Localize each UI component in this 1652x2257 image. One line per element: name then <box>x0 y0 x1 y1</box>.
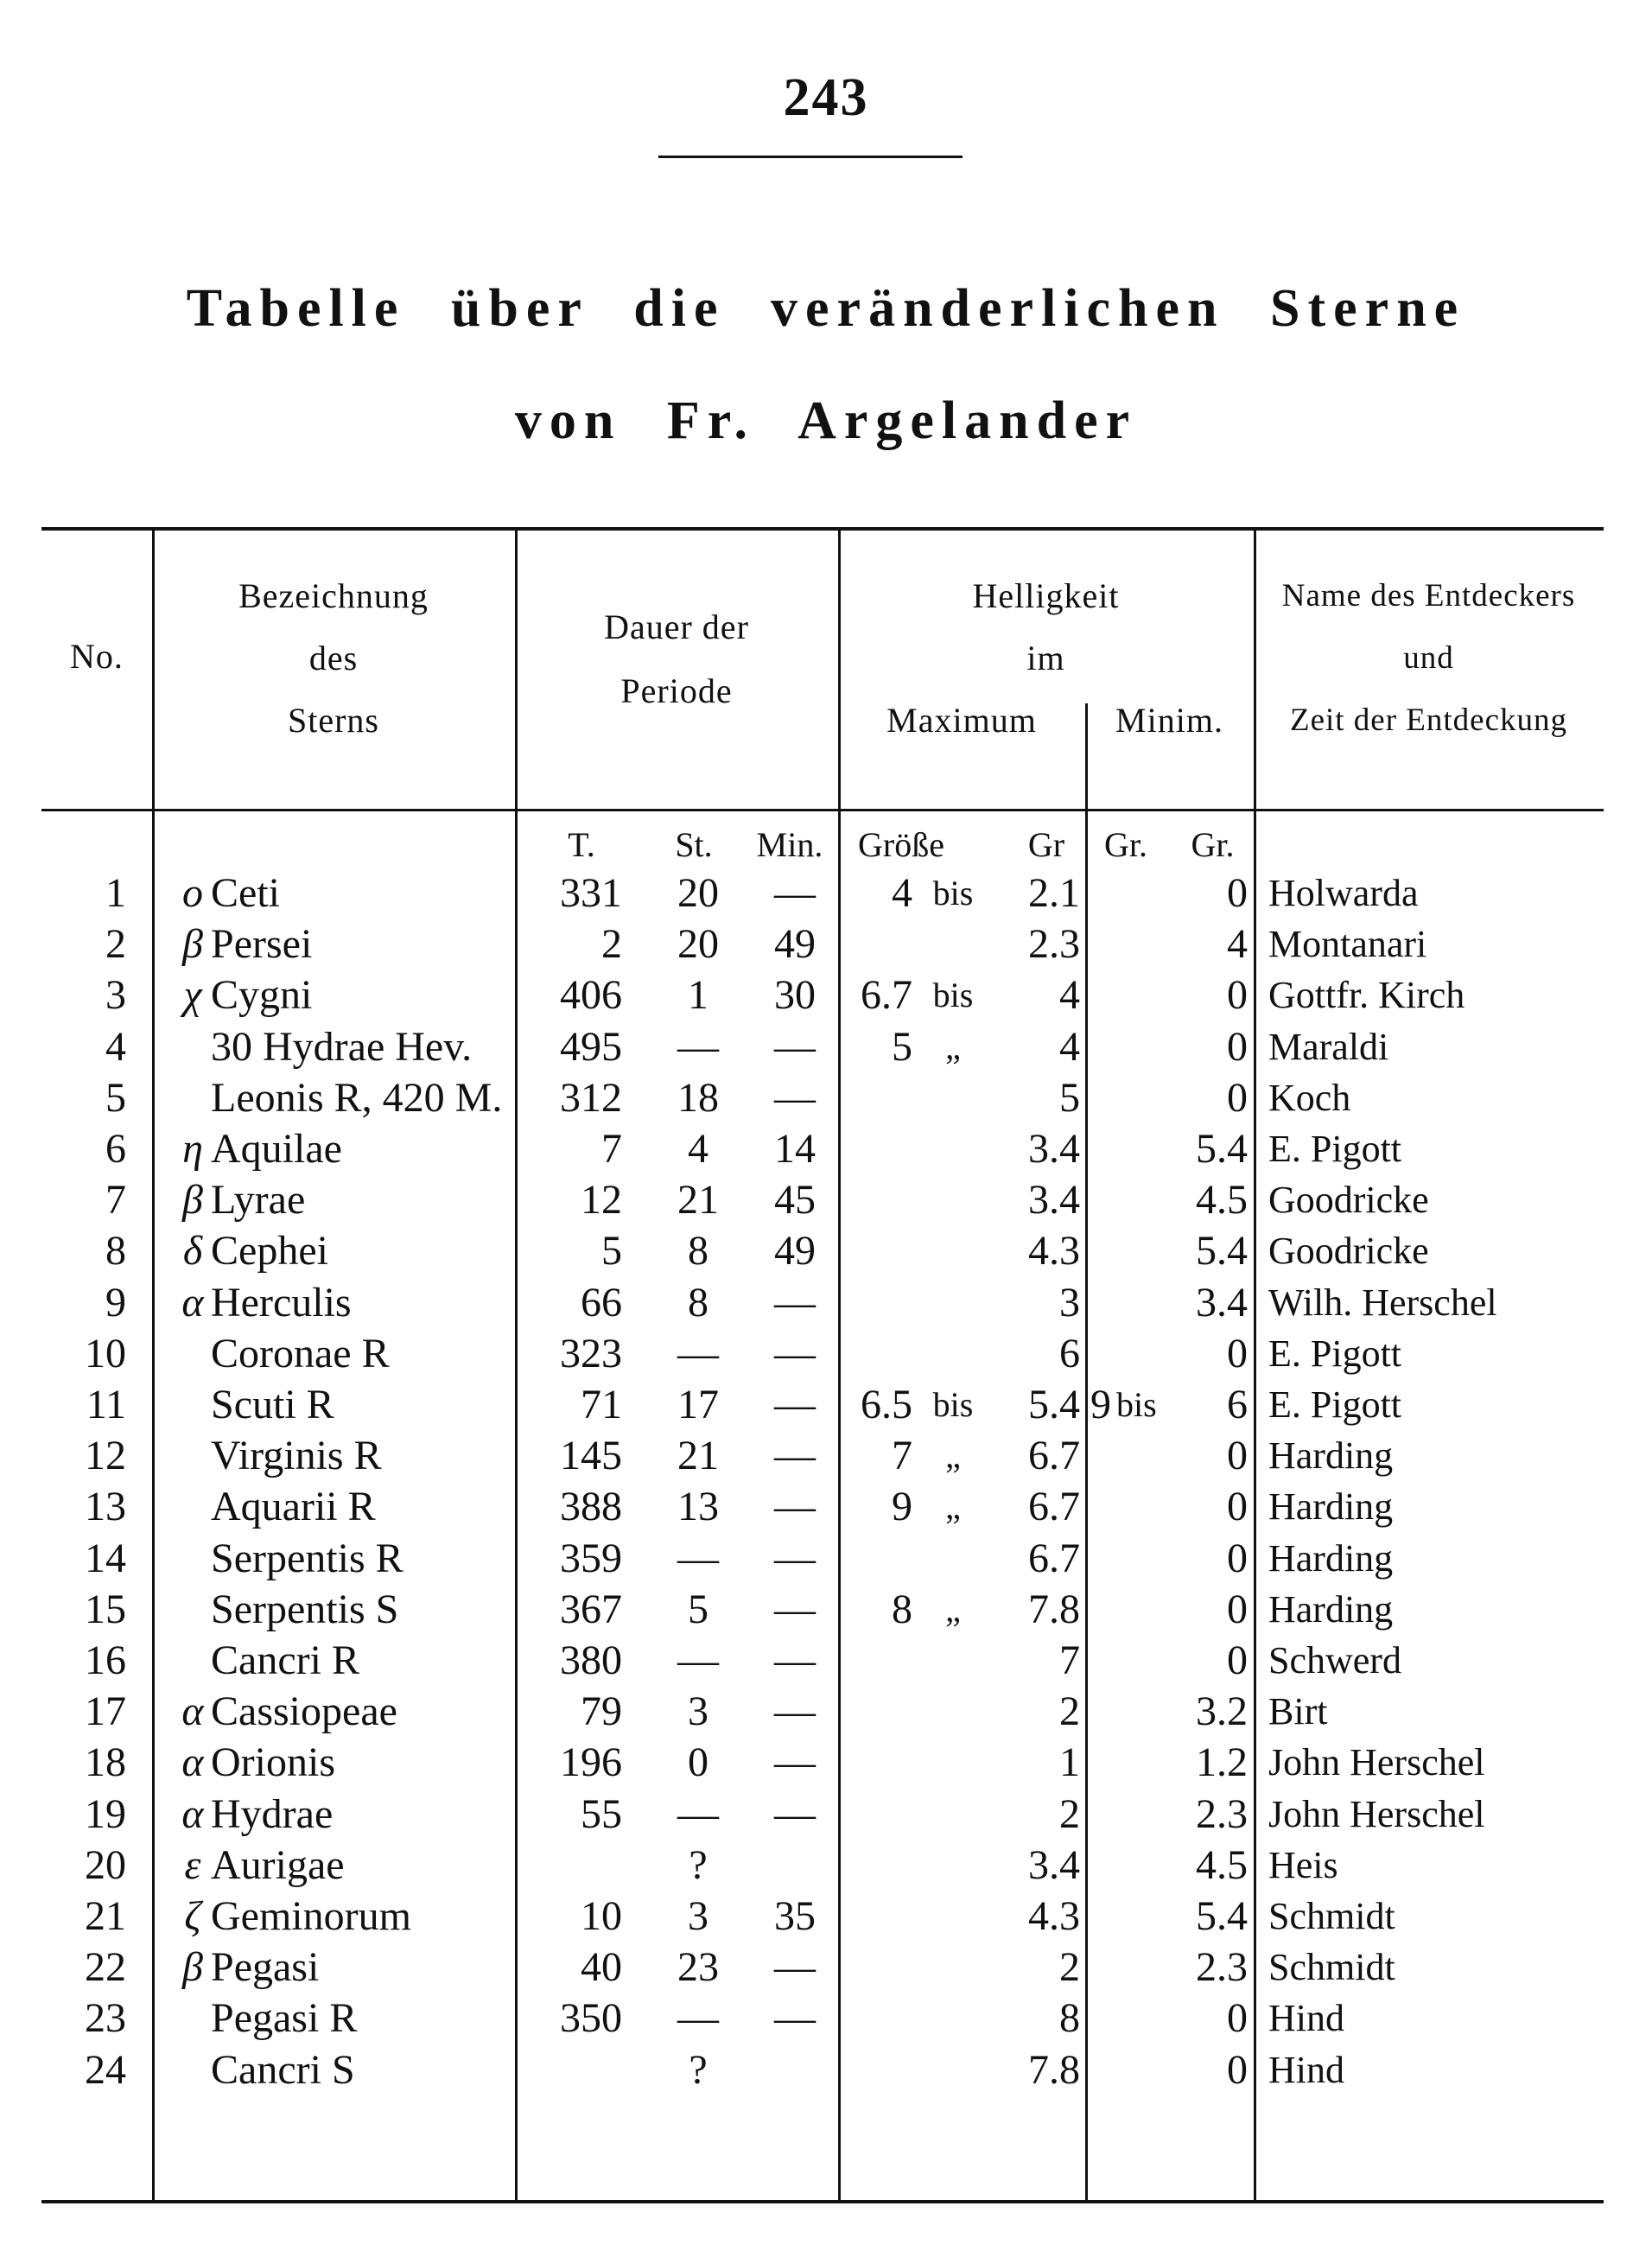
cell-max-bis: „ <box>945 1436 961 1476</box>
table-subtitle: von Fr. Argelander <box>514 391 1138 450</box>
cell-period-days: 323 <box>560 1330 622 1376</box>
cell-period-hours: 5 <box>688 1586 708 1632</box>
cell-symbol: β <box>182 1944 203 1991</box>
cell-period-days: 312 <box>560 1074 622 1121</box>
table-row <box>41 1942 1604 1993</box>
cell-period-days: 5 <box>601 1228 622 1275</box>
cell-min-to: 2.3 <box>1196 1790 1248 1837</box>
cell-star-name: Ceti <box>211 870 280 916</box>
cell-period-days: 40 <box>581 1944 622 1991</box>
cell-discoverer: Montanari <box>1268 923 1427 966</box>
table-row <box>41 1840 1604 1891</box>
cell-discoverer: Birt <box>1268 1690 1328 1733</box>
cell-star-name: 30 Hydrae Hev. <box>211 1023 473 1070</box>
cell-star-name: Aurigae <box>211 1841 345 1888</box>
cell-period-days: 12 <box>581 1177 622 1224</box>
cell-period-minutes: — <box>774 1484 816 1530</box>
cell-max-to: 2 <box>1059 1944 1080 1991</box>
cell-discoverer: Goodricke <box>1268 1230 1429 1273</box>
cell-period-minutes: 45 <box>774 1177 816 1224</box>
subheader-hours: St. <box>675 825 713 864</box>
cell-max-to: 8 <box>1059 1995 1080 2042</box>
cell-min-to: 0 <box>1227 1484 1248 1530</box>
cell-period-hours: 21 <box>677 1433 719 1479</box>
cell-star-name: Persei <box>211 921 313 968</box>
cell-period-hours: 0 <box>688 1739 708 1786</box>
header-no: No. <box>70 637 124 676</box>
cell-star-name: Leonis R, 420 M. <box>211 1074 503 1121</box>
cell-max-to: 3.4 <box>1028 1177 1080 1224</box>
cell-max-bis: „ <box>945 1589 961 1629</box>
cell-discoverer: Wilh. Herschel <box>1268 1281 1497 1324</box>
cell-period-hours: ? <box>689 1841 708 1888</box>
cell-max-to: 6 <box>1059 1330 1080 1376</box>
cell-star-name: Aquilae <box>211 1126 342 1172</box>
cell-period-hours: 8 <box>688 1228 708 1275</box>
cell-star-name: Cancri R <box>211 1637 359 1683</box>
cell-no: 16 <box>85 1637 126 1683</box>
cell-star-name: Orionis <box>211 1739 335 1786</box>
variable-stars-table <box>41 527 1604 2203</box>
cell-period-days: 10 <box>581 1893 622 1939</box>
cell-period-hours: 18 <box>677 1074 719 1121</box>
cell-max-to: 4 <box>1059 1023 1080 1070</box>
cell-max-bis: bis <box>932 874 974 912</box>
cell-star-name: Herculis <box>211 1279 352 1326</box>
cell-period-hours: 20 <box>677 921 719 968</box>
cell-period-hours: 3 <box>688 1688 708 1735</box>
table-row <box>41 1686 1604 1738</box>
cell-min-to: 3.2 <box>1196 1688 1248 1735</box>
cell-min-to: 0 <box>1227 1074 1248 1121</box>
cell-symbol: α <box>181 1739 204 1786</box>
header-rule <box>41 809 1604 811</box>
cell-max-to: 2 <box>1059 1688 1080 1735</box>
cell-no: 9 <box>105 1279 126 1326</box>
cell-min-to: 4.5 <box>1196 1177 1248 1224</box>
cell-no: 14 <box>85 1535 126 1581</box>
cell-no: 20 <box>85 1841 126 1888</box>
cell-discoverer: Harding <box>1268 1434 1394 1478</box>
table-row <box>41 1891 1604 1942</box>
cell-period-days: 495 <box>560 1023 622 1070</box>
cell-period-days: 79 <box>581 1688 622 1735</box>
cell-period-hours: 23 <box>677 1944 719 1991</box>
cell-symbol: β <box>182 921 203 968</box>
cell-discoverer: E. Pigott <box>1268 1332 1402 1375</box>
cell-period-hours: — <box>677 1790 719 1837</box>
cell-period-hours: 21 <box>677 1177 719 1224</box>
cell-max-bis: bis <box>932 976 974 1015</box>
cell-period-minutes: — <box>774 1433 816 1479</box>
cell-period-minutes: 30 <box>774 972 816 1019</box>
cell-max-to: 6.7 <box>1028 1433 1080 1479</box>
subheader-min-gr-2: Gr. <box>1191 825 1235 864</box>
table-row <box>41 2044 1604 2096</box>
cell-period-hours: — <box>677 1995 719 2042</box>
cell-min-to: 0 <box>1227 2046 1248 2093</box>
cell-max-from: 7 <box>892 1433 912 1479</box>
cell-period-minutes: — <box>774 1688 816 1735</box>
cell-max-to: 7 <box>1059 1637 1080 1683</box>
table-row <box>41 919 1604 970</box>
cell-period-hours: 4 <box>688 1126 708 1172</box>
cell-period-minutes: — <box>774 1944 816 1991</box>
cell-star-name: Cancri S <box>211 2046 355 2093</box>
cell-period-days: 66 <box>581 1279 622 1326</box>
cell-period-hours: 17 <box>677 1382 719 1427</box>
subheader-max-gr: Gr <box>1027 825 1065 864</box>
cell-discoverer: Hind <box>1268 1997 1344 2040</box>
cell-no: 18 <box>85 1739 126 1786</box>
cell-period-hours: — <box>677 1637 719 1683</box>
page-number-rule <box>658 156 963 158</box>
cell-min-bis: bis <box>1116 1385 1157 1424</box>
cell-max-from: 5 <box>892 1023 912 1070</box>
cell-max-to: 3 <box>1059 1279 1080 1326</box>
table-row <box>41 1277 1604 1329</box>
cell-no: 6 <box>105 1126 126 1172</box>
cell-no: 8 <box>105 1228 126 1275</box>
header-discoverer-2: und <box>1403 640 1454 676</box>
cell-period-days: 55 <box>581 1790 622 1837</box>
cell-max-to: 5.4 <box>1028 1382 1080 1427</box>
cell-symbol: α <box>181 1688 204 1735</box>
cell-symbol: η <box>182 1126 203 1172</box>
cell-star-name: Coronae R <box>211 1330 390 1376</box>
table-row <box>41 1584 1604 1636</box>
cell-symbol: ε <box>184 1841 201 1888</box>
cell-min-to: 0 <box>1227 870 1248 916</box>
cell-no: 17 <box>85 1688 126 1735</box>
cell-min-to: 5.4 <box>1196 1893 1248 1939</box>
cell-max-to: 3.4 <box>1028 1126 1080 1172</box>
cell-no: 1 <box>105 870 126 916</box>
cell-discoverer: Goodricke <box>1268 1179 1429 1222</box>
cell-no: 19 <box>85 1790 126 1837</box>
cell-star-name: Scuti R <box>211 1382 334 1427</box>
cell-period-hours: 20 <box>677 870 719 916</box>
table-row <box>41 1993 1604 2044</box>
cell-no: 23 <box>85 1995 126 2042</box>
cell-max-from: 8 <box>892 1586 912 1632</box>
cell-period-minutes: 49 <box>774 921 816 968</box>
cell-discoverer: Harding <box>1268 1587 1394 1631</box>
cell-max-from: 4 <box>892 870 912 916</box>
header-discoverer-3: Zeit der Entdeckung <box>1289 703 1568 738</box>
cell-discoverer: John Herschel <box>1268 1741 1485 1784</box>
cell-discoverer: Schmidt <box>1268 1895 1395 1937</box>
cell-min-to: 3.4 <box>1196 1279 1248 1326</box>
cell-min-to: 0 <box>1227 1330 1248 1376</box>
cell-max-bis: „ <box>945 1027 961 1066</box>
cell-period-hours: 1 <box>688 972 708 1019</box>
cell-max-to: 4 <box>1059 972 1080 1019</box>
cell-period-hours: 8 <box>688 1279 708 1326</box>
table-row <box>41 1533 1604 1585</box>
cell-discoverer: Heis <box>1268 1843 1338 1886</box>
cell-star-name: Cassiopeae <box>211 1688 397 1735</box>
cell-period-days: 145 <box>560 1433 622 1479</box>
cell-symbol: ζ <box>184 1893 201 1939</box>
table-row <box>41 868 1604 919</box>
header-designation-1: Bezeichnung <box>238 576 429 615</box>
cell-min-to: 4 <box>1227 921 1248 968</box>
cell-period-minutes: — <box>774 1535 816 1581</box>
cell-max-to: 4.3 <box>1028 1228 1080 1275</box>
cell-discoverer: E. Pigott <box>1268 1128 1402 1170</box>
cell-symbol: o <box>182 870 203 916</box>
cell-discoverer: Maraldi <box>1268 1025 1389 1068</box>
cell-min-from: 9 <box>1090 1382 1111 1427</box>
cell-period-minutes: — <box>774 1279 816 1326</box>
cell-max-to: 1 <box>1059 1739 1080 1786</box>
cell-period-minutes: — <box>774 1739 816 1786</box>
cell-period-minutes: — <box>774 1023 816 1070</box>
cell-min-to: 0 <box>1227 1433 1248 1479</box>
table-row <box>41 1174 1604 1226</box>
table-title: Tabelle über die veränderlichen Sterne <box>186 279 1466 338</box>
cell-star-name: Hydrae <box>211 1790 334 1837</box>
cell-star-name: Serpentis S <box>211 1586 399 1632</box>
cell-star-name: Geminorum <box>211 1893 411 1939</box>
cell-period-days: 367 <box>560 1586 622 1632</box>
table-row <box>41 970 1604 1021</box>
cell-symbol: δ <box>182 1228 203 1275</box>
cell-no: 7 <box>105 1177 126 1224</box>
cell-min-to: 5.4 <box>1196 1228 1248 1275</box>
table-row <box>41 1072 1604 1124</box>
cell-no: 21 <box>85 1893 126 1939</box>
cell-period-minutes: 14 <box>774 1126 816 1172</box>
table-row <box>41 1737 1604 1789</box>
cell-discoverer: Hind <box>1268 2048 1344 2091</box>
cell-period-days: 196 <box>560 1739 622 1786</box>
cell-max-to: 2.3 <box>1028 921 1080 968</box>
cell-min-to: 4.5 <box>1196 1841 1248 1888</box>
cell-min-to: 2.3 <box>1196 1944 1248 1991</box>
cell-min-to: 5.4 <box>1196 1126 1248 1172</box>
subheader-min-gr-1: Gr. <box>1104 825 1147 864</box>
cell-no: 5 <box>105 1074 126 1121</box>
cell-star-name: Serpentis R <box>211 1535 403 1581</box>
cell-symbol: χ <box>183 972 202 1019</box>
header-minimum: Minim. <box>1115 701 1223 740</box>
cell-star-name: Pegasi R <box>211 1995 358 2042</box>
table-row <box>41 1789 1604 1841</box>
cell-period-days: 2 <box>601 921 622 968</box>
cell-period-minutes: — <box>774 1382 816 1427</box>
cell-period-hours: — <box>677 1023 719 1070</box>
cell-period-days: 7 <box>601 1126 622 1172</box>
cell-star-name: Cygni <box>211 972 313 1019</box>
header-period-1: Dauer der <box>604 607 749 646</box>
cell-period-minutes: 35 <box>774 1893 816 1939</box>
cell-discoverer: Schwerd <box>1268 1639 1401 1682</box>
cell-period-minutes: — <box>774 1995 816 2042</box>
cell-star-name: Virginis R <box>211 1433 382 1479</box>
subheader-days: T. <box>568 825 595 864</box>
cell-star-name: Lyrae <box>211 1177 306 1224</box>
cell-period-hours: — <box>677 1535 719 1581</box>
cell-discoverer: Holwarda <box>1268 872 1419 914</box>
cell-max-to: 2.1 <box>1028 870 1080 916</box>
cell-period-hours: ? <box>689 2046 708 2093</box>
cell-discoverer: Schmidt <box>1268 1946 1395 1989</box>
cell-max-to: 7.8 <box>1028 1586 1080 1632</box>
cell-discoverer: E. Pigott <box>1268 1383 1402 1426</box>
cell-period-minutes: 49 <box>774 1228 816 1275</box>
cell-no: 4 <box>105 1023 126 1070</box>
cell-max-to: 2 <box>1059 1790 1080 1837</box>
cell-symbol: α <box>181 1790 204 1837</box>
cell-min-to: 6 <box>1227 1382 1248 1427</box>
cell-period-minutes: — <box>774 870 816 916</box>
cell-discoverer: Koch <box>1268 1076 1351 1119</box>
cell-period-days: 359 <box>560 1535 622 1581</box>
table-row <box>41 1379 1604 1431</box>
cell-period-days: 350 <box>560 1995 622 2042</box>
cell-discoverer: Gottfr. Kirch <box>1268 974 1465 1017</box>
header-period-2: Periode <box>620 671 733 710</box>
cell-min-to: 0 <box>1227 1586 1248 1632</box>
cell-period-minutes: — <box>774 1330 816 1376</box>
cell-no: 15 <box>85 1586 126 1632</box>
cell-period-hours: — <box>677 1330 719 1376</box>
subheader-minutes: Min. <box>756 825 823 864</box>
cell-max-bis: bis <box>932 1385 974 1424</box>
cell-no: 3 <box>105 972 126 1019</box>
header-brightness-2: im <box>1026 639 1065 677</box>
cell-discoverer: Harding <box>1268 1536 1394 1580</box>
cell-period-days: 71 <box>581 1382 622 1427</box>
cell-period-minutes: — <box>774 1586 816 1632</box>
cell-symbol: β <box>182 1177 203 1224</box>
cell-discoverer: Harding <box>1268 1485 1394 1529</box>
cell-max-to: 7.8 <box>1028 2046 1080 2093</box>
cell-no: 22 <box>85 1944 126 1991</box>
cell-min-to: 0 <box>1227 1023 1248 1070</box>
cell-star-name: Cephei <box>211 1228 328 1275</box>
cell-star-name: Aquarii R <box>211 1484 376 1530</box>
cell-discoverer: John Herschel <box>1268 1792 1485 1835</box>
cell-period-hours: 3 <box>688 1893 708 1939</box>
cell-period-days: 406 <box>560 972 622 1019</box>
cell-max-from: 6.7 <box>861 972 912 1019</box>
cell-max-to: 6.7 <box>1028 1484 1080 1530</box>
table-row <box>41 1635 1604 1687</box>
header-brightness-1: Helligkeit <box>972 576 1120 615</box>
cell-period-days: 331 <box>560 870 622 916</box>
cell-min-to: 0 <box>1227 1535 1248 1581</box>
header-designation-2: des <box>308 639 359 677</box>
cell-max-bis: „ <box>945 1487 961 1527</box>
cell-no: 12 <box>85 1433 126 1479</box>
cell-no: 13 <box>85 1484 126 1530</box>
cell-min-to: 0 <box>1227 972 1248 1019</box>
cell-period-minutes: — <box>774 1074 816 1121</box>
cell-no: 24 <box>85 2046 126 2093</box>
cell-period-days: 380 <box>560 1637 622 1683</box>
header-maximum: Maximum <box>886 701 1037 740</box>
page-number: 243 <box>783 68 869 127</box>
table-row <box>41 1481 1604 1533</box>
cell-max-to: 4.3 <box>1028 1893 1080 1939</box>
cell-max-from: 9 <box>892 1484 912 1530</box>
header-discoverer-1: Name des Entdeckers <box>1281 578 1576 614</box>
table-row <box>41 1430 1604 1482</box>
cell-no: 10 <box>85 1330 126 1376</box>
cell-no: 2 <box>105 921 126 968</box>
table-row <box>41 1328 1604 1380</box>
cell-max-from: 6.5 <box>861 1382 912 1427</box>
cell-min-to: 0 <box>1227 1995 1248 2042</box>
table-row <box>41 1225 1604 1277</box>
cell-period-minutes: — <box>774 1637 816 1683</box>
table-row <box>41 1021 1604 1073</box>
table-row <box>41 1123 1604 1175</box>
cell-max-to: 3.4 <box>1028 1841 1080 1888</box>
cell-period-hours: 13 <box>677 1484 719 1530</box>
header-designation-3: Sterns <box>288 701 379 740</box>
cell-star-name: Pegasi <box>211 1944 320 1991</box>
cell-min-to: 0 <box>1227 1637 1248 1683</box>
cell-max-to: 5 <box>1059 1074 1080 1121</box>
cell-period-minutes: — <box>774 1790 816 1837</box>
cell-symbol: α <box>181 1279 204 1326</box>
cell-period-days: 388 <box>560 1484 622 1530</box>
cell-max-to: 6.7 <box>1028 1535 1080 1581</box>
cell-min-to: 1.2 <box>1196 1739 1248 1786</box>
cell-no: 11 <box>86 1382 126 1427</box>
subheader-max-size: Größe <box>858 825 944 864</box>
